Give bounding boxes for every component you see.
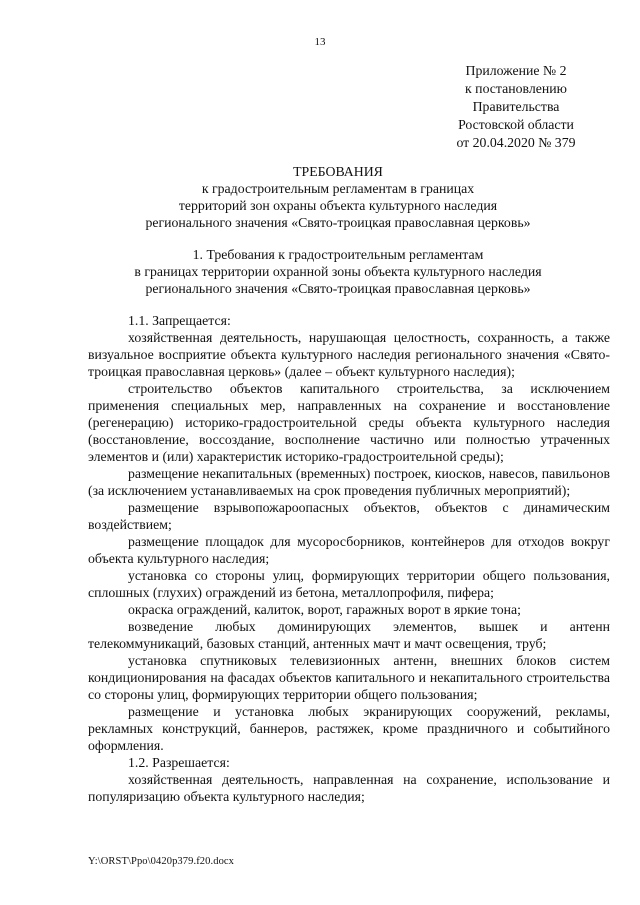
- title-line: территорий зон охраны объекта культурного наследия: [178, 198, 498, 213]
- appendix-line: к постановлению: [465, 81, 567, 96]
- paragraph: размещение площадок для мусоросборников, контейнеров для отходов вокруг объекта культурного наследия;: [88, 534, 610, 566]
- section-heading-line: регионального значения «Свято-троицкая православная церковь»: [145, 281, 531, 296]
- subsection-heading: 1.1. Запрещается:: [128, 313, 231, 328]
- title-heading: ТРЕБОВАНИЯ: [293, 164, 383, 179]
- paragraph: хозяйственная деятельность, нарушающая целостность, сохранность, а также визуальное восприятие объекта культурного наследия регионального значения «Свято-троицкая православная церковь» (далее – объект культурного наследия);: [88, 330, 610, 379]
- section-heading-line: 1. Требования к градостроительным регламентам: [192, 247, 484, 262]
- document-title: [88, 163, 588, 231]
- body-text: [88, 312, 610, 805]
- page-number: 13: [314, 36, 326, 48]
- paragraph: возведение любых доминирующих элементов, вышек и антенн телекоммуникаций, базовых станций, антенных мачт и мачт освещения, труб;: [88, 619, 610, 651]
- paragraph: размещение взрывопожароопасных объектов, объектов с динамическим воздействием;: [88, 500, 610, 532]
- file-path-footer: Y:\ORST\Ppo\0420p379.f20.docx: [88, 856, 235, 867]
- title-line: к градостроительным регламентам в границах: [201, 181, 475, 196]
- appendix-line: Ростовской области: [458, 117, 574, 132]
- paragraph: окраска ограждений, калиток, ворот, гаражных ворот в яркие тона;: [128, 602, 522, 617]
- paragraph: хозяйственная деятельность, направленная на сохранение, использование и популяризацию объекта культурного наследия;: [88, 772, 610, 804]
- appendix-line: Приложение № 2: [465, 63, 567, 78]
- appendix-block: [436, 62, 596, 152]
- section-heading-line: в границах территории охранной зоны объекта культурного наследия: [134, 264, 542, 279]
- paragraph: установка со стороны улиц, формирующих территории общего пользования, сплошных (глухих) ограждений из бетона, металлопрофиля, пифера;: [88, 568, 610, 600]
- paragraph: размещение и установка любых экранирующих сооружений, рекламы, рекламных конструкций, баннеров, растяжек, кроме праздничного и событийного оформления.: [88, 704, 610, 753]
- paragraph: размещение некапитальных (временных) построек, киосков, навесов, павильонов (за исключением устанавливаемых на срок проведения публичных мероприятий);: [88, 466, 610, 498]
- paragraph: установка спутниковых телевизионных антенн, внешних блоков систем кондиционирования на фасадах объектов капитального и некапитального строительства со стороны улиц, формирующих территории общего пользования;: [88, 653, 610, 702]
- appendix-line: Правительства: [472, 99, 560, 114]
- section-heading: [88, 246, 588, 297]
- paragraph: строительство объектов капитального строительства, за исключением применения специальных мер, направленных на сохранение и восстановление (регенерацию) историко-градостроительной среды объекта культурного наследия (восстановление, воссоздание, восполнение частично или полностью утраченных элементов и (или) характеристик историко-градостроительной среды);: [88, 381, 610, 464]
- title-line: регионального значения «Свято-троицкая православная церковь»: [145, 215, 531, 230]
- subsection-heading: 1.2. Разрешается:: [128, 755, 230, 770]
- appendix-line: от 20.04.2020 № 379: [456, 135, 576, 150]
